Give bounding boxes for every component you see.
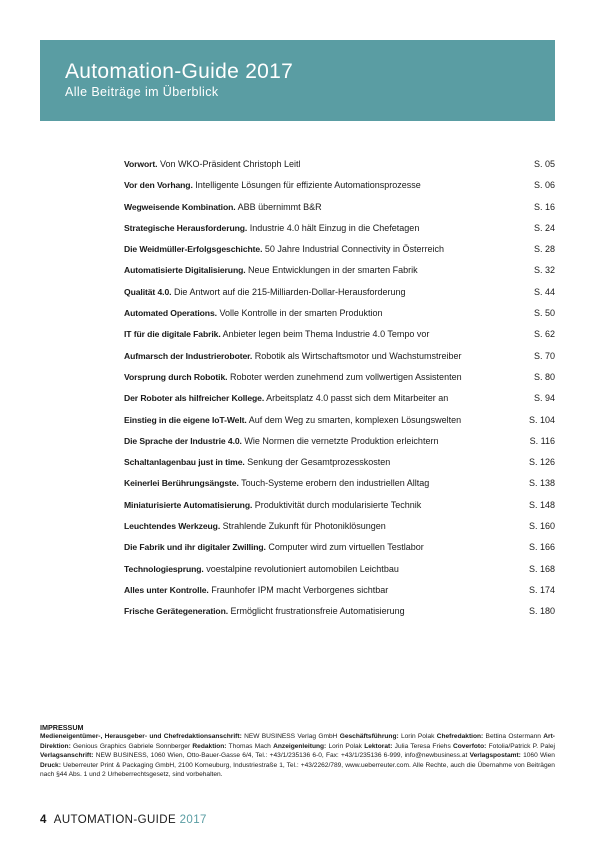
toc-entry: [124, 516, 555, 537]
toc-entry-heading: Die Fabrik und ihr digitaler Zwilling.: [124, 542, 266, 553]
impressum-value: Bettina Ostermann: [485, 733, 541, 741]
toc-entry-heading: Leuchtendes Werkzeug.: [124, 521, 221, 532]
toc-entry-heading: Vor den Vorhang.: [124, 180, 193, 191]
toc-entry-text: [124, 260, 519, 281]
toc-entry-description: Touch-Systeme erobern den industriellen Alltag: [241, 478, 430, 489]
toc-entry-heading: Keinerlei Berührungsängste.: [124, 478, 239, 489]
toc-entry-description: Von WKO-Präsident Christoph Leitl: [159, 159, 301, 169]
toc-entry-text: [124, 559, 519, 580]
impressum-value: NEW BUSINESS Verlag GmbH: [244, 733, 338, 741]
toc-entry-heading: Frische Gerätegeneration.: [124, 606, 229, 617]
toc-entry-heading: Strategische Herausforderung.: [124, 222, 248, 233]
toc-entry-page: S. 32: [533, 265, 555, 276]
toc-entry-description: Roboter werden zunehmend zum vollwertigen Assistenten: [229, 371, 462, 382]
impressum-value: Thomas Mach: [228, 742, 271, 750]
toc-entry-text: [124, 495, 519, 516]
footer-label: AUTOMATION-GUIDE: [53, 814, 177, 826]
impressum-key: Lektorat:: [364, 742, 393, 750]
toc-entry-description: Senkung der Gesamtprozesskosten: [247, 457, 391, 468]
toc-entry-description: Wie Normen die vernetzte Produktion erleichtern: [244, 435, 439, 446]
title-banner: [40, 40, 555, 121]
toc-entry: [124, 559, 555, 580]
toc-entry-page: S. 168: [528, 563, 555, 574]
toc-entry: [124, 431, 555, 452]
toc-entry-description: Arbeitsplatz 4.0 passt sich dem Mitarbeiter an: [266, 393, 449, 404]
toc-entry-heading: Wegweisende Kombination.: [124, 201, 236, 212]
toc-entry-page: S. 174: [528, 584, 555, 595]
impressum-value: Fotolia/Patrick P. Palej: [488, 742, 555, 750]
toc-entry-text: [124, 388, 519, 409]
toc-entry-description: Auf dem Weg zu smarten, komplexen Lösungswelten: [248, 414, 462, 425]
toc-entry-text: [124, 410, 519, 431]
page-footer: [40, 814, 207, 826]
toc-entry: [124, 324, 555, 345]
toc-entry-page: S. 160: [528, 521, 555, 532]
toc-entry-page: S. 94: [533, 393, 555, 404]
impressum-key: Art-Direktion:: [40, 733, 556, 750]
toc-entry-heading: Vorsprung durch Robotik.: [124, 371, 228, 382]
toc-entry: [124, 218, 555, 239]
toc-entry-text: [124, 346, 519, 367]
toc-entry-heading: Der Roboter als hilfreicher Kollege.: [124, 393, 265, 404]
toc-entry-page: S. 28: [533, 244, 555, 255]
toc-entry-page: S. 80: [533, 371, 555, 382]
toc-entry-text: [124, 218, 519, 239]
toc-entry-heading: Vorwort.: [124, 159, 158, 169]
toc-entry-heading: Alles unter Kontrolle.: [124, 584, 209, 595]
toc-entry: [124, 537, 555, 558]
toc-entry-page: S. 24: [533, 222, 555, 233]
impressum-key: Coverfoto:: [453, 742, 487, 750]
toc-entry-page: S. 06: [533, 180, 555, 191]
toc-entry-description: Ermöglicht frustrationsfreie Automatisierung: [230, 606, 405, 617]
toc-entry-text: [124, 431, 519, 452]
toc-entry-description: Robotik als Wirtschaftsmotor und Wachstumstreiber: [254, 350, 462, 361]
toc-entry: [124, 260, 555, 281]
toc-entry-description: Die Antwort auf die 215-Milliarden-Dollar-Herausforderung: [173, 286, 406, 297]
toc-entry-page: S. 166: [528, 542, 555, 553]
impressum: [40, 723, 555, 779]
table-of-contents: [124, 154, 555, 623]
toc-entry-heading: Technologiesprung.: [124, 563, 204, 574]
toc-entry-page: S. 180: [528, 606, 555, 617]
impressum-body: [40, 732, 555, 779]
impressum-title: IMPRESSUM: [40, 723, 84, 732]
impressum-value: Lorin Polak: [328, 742, 362, 750]
toc-entry-heading: IT für die digitale Fabrik.: [124, 329, 221, 340]
toc-entry-heading: Die Sprache der Industrie 4.0.: [124, 435, 242, 446]
toc-entry-heading: Qualität 4.0.: [124, 286, 172, 297]
toc-entry-text: [124, 516, 519, 537]
toc-entry-description: 50 Jahre Industrial Connectivity in Österreich: [264, 244, 444, 255]
toc-entry-page: S. 62: [533, 329, 555, 340]
toc-entry-text: [124, 601, 519, 622]
toc-entry-text: [124, 303, 519, 324]
toc-entry: [124, 388, 555, 409]
toc-entry: [124, 346, 555, 367]
toc-entry: [124, 473, 555, 494]
toc-entry: [124, 239, 555, 260]
page-title: Automation-Guide 2017: [65, 60, 294, 83]
toc-entry-text: [124, 282, 519, 303]
toc-entry-text: [124, 324, 519, 345]
toc-entry: [124, 154, 555, 175]
toc-entry-description: Computer wird zum virtuellen Testlabor: [268, 542, 424, 553]
toc-entry-page: S. 05: [533, 159, 555, 169]
toc-entry-heading: Schaltanlagenbau just in time.: [124, 457, 245, 468]
toc-entry-description: voestalpine revolutioniert automobilen Leichtbau: [206, 563, 399, 574]
toc-entry-description: Neue Entwicklungen in der smarten Fabrik: [248, 265, 418, 276]
page-number: 4: [40, 814, 47, 826]
toc-entry-text: [124, 239, 519, 260]
impressum-value: 1060 Wien: [523, 752, 555, 760]
toc-entry-heading: Automated Operations.: [124, 308, 217, 319]
toc-entry-heading: Einstieg in die eigene IoT-Welt.: [124, 414, 247, 425]
toc-entry-page: S. 138: [528, 478, 555, 489]
impressum-value: Ueberreuter Print & Packaging GmbH, 2100 Korneuburg, Industriestraße 1, Tel.: +43/2262/789, www.ueberreuter.com. Alle Rechte, auch die Übernahme von Beiträgen nach §44 Abs. 1 und 2 Urheberrechtsgesetz, sind vorbehalten.: [40, 761, 555, 779]
toc-entry-description: Fraunhofer IPM macht Verborgenes sichtbar: [211, 584, 389, 595]
footer-year: 2017: [179, 814, 207, 826]
toc-entry-page: S. 16: [533, 201, 555, 212]
toc-entry-description: Volle Kontrolle in der smarten Produktion: [219, 308, 383, 319]
impressum-value: Julia Teresa Friehs: [394, 742, 451, 750]
toc-entry-page: S. 116: [529, 435, 555, 446]
toc-entry: [124, 367, 555, 388]
toc-entry-page: S. 104: [528, 414, 555, 425]
impressum-key: Chefredaktion:: [436, 733, 484, 741]
impressum-key: Redaktion:: [192, 742, 227, 750]
toc-entry-page: S. 148: [528, 499, 555, 510]
toc-entry-description: Anbieter legen beim Thema Industrie 4.0 Tempo vor: [222, 329, 430, 340]
toc-entry-text: [124, 452, 519, 473]
impressum-value: Genious Graphics Gabriele Sonnberger: [73, 742, 191, 750]
toc-entry-text: [124, 175, 519, 196]
impressum-key: Anzeigenleitung:: [273, 742, 327, 750]
toc-entry-description: Strahlende Zukunft für Photoniklösungen: [222, 521, 386, 532]
toc-entry-text: [124, 197, 519, 218]
toc-entry: [124, 601, 555, 622]
toc-entry-text: [124, 473, 519, 494]
toc-entry-page: S. 44: [533, 286, 555, 297]
impressum-key: Medieneigentümer-, Herausgeber- und Chefredaktionsanschrift:: [40, 733, 242, 741]
toc-entry-text: [124, 537, 519, 558]
toc-entry-text: [124, 154, 519, 175]
impressum-key: Druck:: [40, 761, 61, 769]
toc-entry: [124, 282, 555, 303]
toc-entry-description: Produktivität durch modularisierte Technik: [254, 499, 422, 510]
toc-entry-description: Intelligente Lösungen für effiziente Automationsprozesse: [195, 180, 421, 191]
impressum-value: Lorin Polak: [400, 733, 435, 741]
toc-entry-text: [124, 367, 519, 388]
toc-entry-heading: Aufmarsch der Industrieroboter.: [124, 350, 253, 361]
page-subtitle: Alle Beiträge im Überblick: [65, 85, 219, 99]
impressum-key: Verlagsanschrift:: [40, 752, 94, 760]
toc-entry-heading: Miniaturisierte Automatisierung.: [124, 499, 253, 510]
toc-entry-text: [124, 580, 519, 601]
toc-entry-page: S. 126: [528, 457, 555, 468]
toc-entry-heading: Die Weidmüller-Erfolgsgeschichte.: [124, 244, 263, 255]
toc-entry-description: ABB übernimmt B&R: [237, 201, 322, 212]
toc-entry: [124, 580, 555, 601]
toc-entry-description: Industrie 4.0 hält Einzug in die Chefetagen: [249, 222, 420, 233]
toc-entry-heading: Automatisierte Digitalisierung.: [124, 265, 246, 276]
toc-entry: [124, 197, 555, 218]
toc-entry: [124, 303, 555, 324]
impressum-key: Verlagspostamt:: [469, 752, 521, 760]
toc-entry-page: S. 70: [533, 350, 555, 361]
impressum-value: NEW BUSINESS, 1060 Wien, Otto-Bauer-Gasse 6/4, Tel.: +43/1/235136 6-0, Fax: +43/1/235136 6-999, info@newbusiness.at: [95, 752, 468, 760]
toc-entry: [124, 452, 555, 473]
toc-entry: [124, 410, 555, 431]
impressum-key: Geschäftsführung:: [339, 733, 399, 741]
toc-entry: [124, 175, 555, 196]
toc-entry-page: S. 50: [533, 308, 555, 319]
toc-entry: [124, 495, 555, 516]
